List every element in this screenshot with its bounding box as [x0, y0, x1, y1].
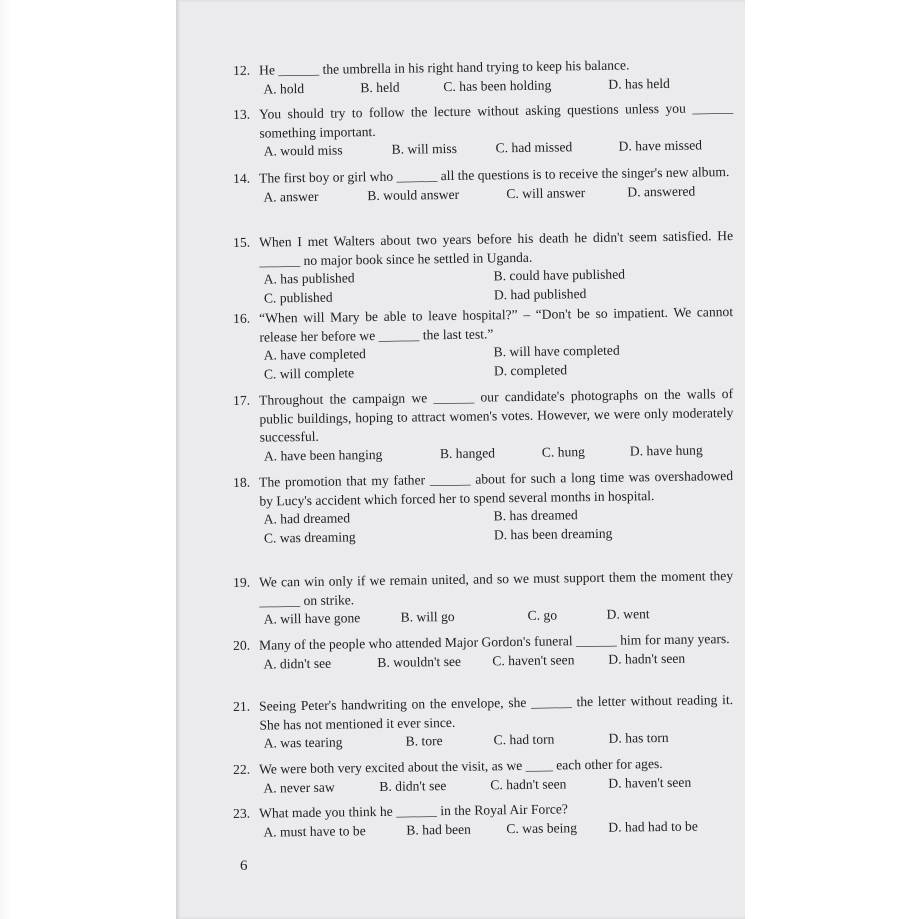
question-stem: “When will Mary be able to leave hospital?” – “Don't be so impatient. We cannot release her before we ______ the last test.”: [259, 304, 734, 345]
option-d: D. answered: [627, 183, 696, 199]
option-c: C. go: [527, 607, 558, 623]
option-a: A. have completed: [263, 346, 367, 363]
option-b: B. will miss: [391, 140, 458, 157]
option-a: A. have been hanging: [263, 446, 383, 464]
option-b: B. could have published: [493, 266, 626, 284]
question-stem: We can win only if we remain united, and so we must support them the moment they ______ on strike.: [259, 568, 734, 609]
question-number: 17.: [233, 392, 251, 408]
option-d: D. has torn: [608, 729, 669, 746]
question-number: 14.: [233, 170, 251, 186]
option-d: D. hadn't seen: [608, 650, 686, 667]
option-d: D. completed: [493, 362, 568, 379]
option-a: A. has published: [263, 270, 355, 287]
question-stem: The first boy or girl who ______ all the questions is to receive the singer's new album.: [259, 164, 730, 186]
page-number: 6: [240, 858, 248, 874]
question-18: [233, 467, 734, 549]
question-22: [233, 754, 733, 797]
option-b: B. will have completed: [493, 342, 620, 360]
question-number: 16.: [233, 310, 251, 326]
question-number: 23.: [233, 805, 251, 821]
option-c: C. hadn't seen: [490, 775, 567, 792]
option-a: A. must have to be: [263, 822, 366, 840]
question-13: [233, 99, 734, 161]
question-14: [233, 163, 733, 206]
question-stem: He ______ the umbrella in his right hand trying to keep his balance.: [259, 57, 630, 78]
question-12: [233, 55, 733, 98]
question-number: 19.: [233, 574, 251, 590]
question-15: [233, 227, 734, 309]
question-stem: Seeing Peter's handwriting on the envelope, she ______ the letter without reading it. She has not mentioned it ever since.: [259, 692, 734, 733]
option-b: B. would answer: [367, 186, 460, 203]
question-20: [233, 630, 733, 673]
option-d: D. had had to be: [608, 818, 698, 835]
option-c: C. had torn: [493, 731, 555, 748]
option-d: D. went: [606, 606, 650, 622]
question-16: [233, 303, 734, 385]
option-c: C. haven't seen: [492, 651, 575, 668]
option-c: C. was dreaming: [263, 529, 356, 546]
option-b: B. had been: [406, 821, 472, 838]
option-a: A. answer: [263, 188, 319, 205]
question-number: 22.: [233, 761, 251, 777]
option-a: A. was tearing: [263, 734, 343, 751]
option-a: A. will have gone: [263, 610, 361, 627]
option-b: B. hanged: [439, 444, 496, 461]
option-c: C. will answer: [506, 184, 586, 201]
question-number: 13.: [233, 106, 251, 122]
option-c: C. will complete: [263, 365, 355, 382]
question-21: [233, 691, 734, 753]
question-stem: You should try to follow the lecture without asking questions unless you ______ something important.: [259, 100, 734, 141]
option-d: D. have hung: [629, 441, 703, 458]
option-c: C. was being: [506, 819, 578, 836]
question-number: 21.: [233, 698, 251, 714]
option-b: B. will go: [400, 608, 455, 625]
question-number: 12.: [233, 62, 251, 78]
question-stem: What made you think he ______ in the Royal Air Force?: [259, 801, 569, 821]
option-d: D. had published: [493, 286, 587, 303]
option-a: A. never saw: [263, 779, 335, 796]
option-b: B. tore: [405, 733, 443, 749]
option-c: C. hung: [541, 443, 586, 460]
option-b: B. held: [360, 79, 400, 95]
question-19: [233, 567, 734, 629]
question-stem: Many of the people who attended Major Gordon's funeral ______ him for many years.: [259, 631, 730, 653]
question-stem: When I met Walters about two years before his death he didn't seem satisfied. He ______ no major book since he settled in Uganda.: [259, 228, 734, 269]
question-23: [233, 798, 733, 841]
option-a: A. would miss: [263, 142, 343, 159]
question-stem: The promotion that my father ______ about for such a long time was overshadowed by Lucy's accident which forced her to spend several months in hospital.: [259, 468, 734, 509]
question-number: 20.: [233, 637, 251, 653]
option-c: C. had missed: [495, 139, 573, 156]
option-a: A. didn't see: [263, 655, 332, 672]
option-d: D. have missed: [618, 137, 703, 154]
option-c: C. has been holding: [443, 77, 552, 94]
option-c: C. published: [263, 289, 333, 306]
option-d: D. has been dreaming: [493, 525, 613, 543]
question-stem: We were both very excited about the visit, as we ____ each other for ages.: [259, 756, 663, 777]
question-17: [233, 385, 734, 465]
question-number: 15.: [233, 234, 251, 250]
option-a: A. had dreamed: [263, 510, 351, 527]
question-stem: Throughout the campaign we ______ our candidate's photographs on the walls of public buildings, hoping to attract women's votes. However, we were only moderately successful.: [259, 386, 734, 445]
option-a: A. hold: [263, 80, 305, 97]
option-d: D. has held: [608, 75, 670, 92]
question-number: 18.: [233, 474, 251, 490]
option-d: D. haven't seen: [608, 774, 692, 791]
option-b: B. wouldn't see: [377, 653, 462, 670]
option-b: B. didn't see: [379, 777, 447, 794]
option-b: B. has dreamed: [493, 507, 578, 524]
